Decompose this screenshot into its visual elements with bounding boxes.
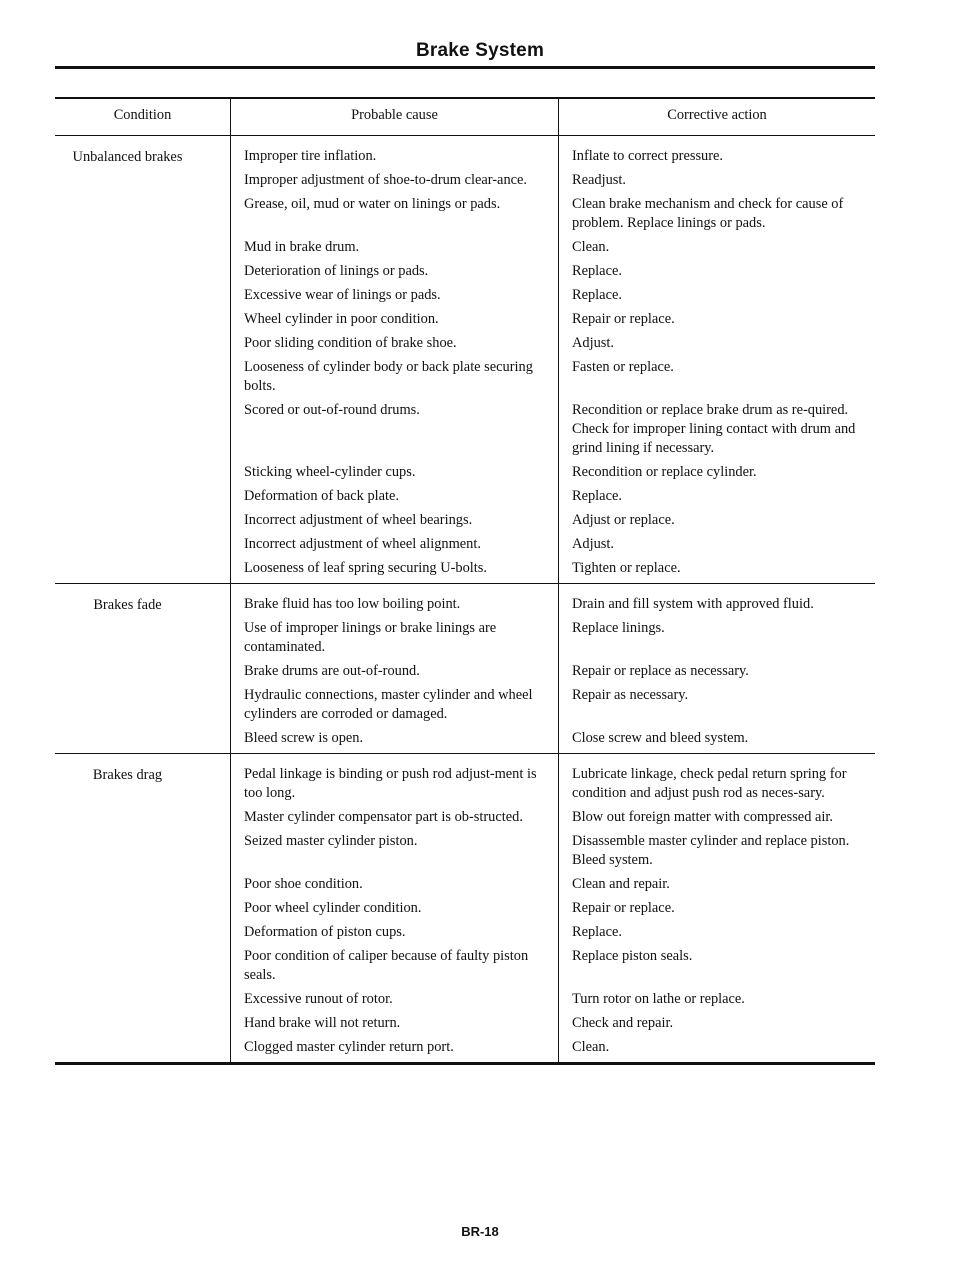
condition-label: Unbalanced brakes	[72, 149, 183, 165]
header-probable-cause: Probable cause	[230, 99, 558, 135]
corrective-action-cell: Adjust.	[558, 535, 875, 559]
probable-cause-cell: Master cylinder compensator part is ob-structed.	[230, 808, 558, 832]
corrective-action-cell: Replace piston seals.	[558, 947, 875, 990]
condition-group	[55, 583, 875, 753]
corrective-action-cell: Repair or replace.	[558, 310, 875, 334]
probable-cause-cell: Use of improper linings or brake linings are contaminated.	[230, 619, 558, 662]
probable-cause-cell: Poor shoe condition.	[230, 875, 558, 899]
probable-cause-cell: Clogged master cylinder return port.	[230, 1038, 558, 1062]
condition-cell	[55, 136, 230, 583]
corrective-action-cell: Replace.	[558, 487, 875, 511]
corrective-action-cell: Recondition or replace brake drum as re-quired. Check for improper lining contact with drum and grind lining if necessary.	[558, 401, 875, 463]
corrective-action-cell: Readjust.	[558, 171, 875, 195]
probable-cause-cell: Grease, oil, mud or water on linings or pads.	[230, 195, 558, 238]
probable-cause-cell: Looseness of leaf spring securing U-bolts.	[230, 559, 558, 583]
probable-cause-cell: Incorrect adjustment of wheel bearings.	[230, 511, 558, 535]
corrective-action-cell: Replace.	[558, 923, 875, 947]
probable-cause-cell: Excessive wear of linings or pads.	[230, 286, 558, 310]
probable-cause-cell: Poor wheel cylinder condition.	[230, 899, 558, 923]
header-condition: Condition	[113, 107, 172, 123]
condition-label: Brakes drag	[92, 767, 163, 783]
corrective-action-cell: Fasten or replace.	[558, 358, 875, 401]
corrective-action-cell: Replace linings.	[558, 619, 875, 662]
corrective-action-cell: Adjust or replace.	[558, 511, 875, 535]
page-number: BR-18	[461, 1224, 499, 1239]
corrective-action-cell: Repair or replace.	[558, 899, 875, 923]
probable-cause-cell: Brake fluid has too low boiling point.	[230, 584, 558, 619]
probable-cause-cell: Poor sliding condition of brake shoe.	[230, 334, 558, 358]
corrective-action-cell: Replace.	[558, 262, 875, 286]
probable-cause-cell: Excessive runout of rotor.	[230, 990, 558, 1014]
corrective-action-cell: Repair as necessary.	[558, 686, 875, 729]
corrective-action-cell: Adjust.	[558, 334, 875, 358]
probable-cause-cell: Pedal linkage is binding or push rod adjust-ment is too long.	[230, 754, 558, 808]
corrective-action-cell: Lubricate linkage, check pedal return spring for condition and adjust push rod as neces-sary.	[558, 754, 875, 808]
probable-cause-cell: Looseness of cylinder body or back plate securing bolts.	[230, 358, 558, 401]
troubleshooting-table	[55, 97, 875, 1065]
probable-cause-cell: Scored or out-of-round drums.	[230, 401, 558, 463]
corrective-action-cell: Blow out foreign matter with compressed air.	[558, 808, 875, 832]
corrective-action-cell: Recondition or replace cylinder.	[558, 463, 875, 487]
corrective-action-cell: Close screw and bleed system.	[558, 729, 875, 753]
probable-cause-cell: Bleed screw is open.	[230, 729, 558, 753]
corrective-action-cell: Inflate to correct pressure.	[558, 136, 875, 171]
corrective-action-cell: Clean.	[558, 238, 875, 262]
probable-cause-cell: Wheel cylinder in poor condition.	[230, 310, 558, 334]
corrective-action-cell: Check and repair.	[558, 1014, 875, 1038]
probable-cause-cell: Mud in brake drum.	[230, 238, 558, 262]
title-rule	[55, 66, 875, 69]
probable-cause-cell: Incorrect adjustment of wheel alignment.	[230, 535, 558, 559]
probable-cause-cell: Improper tire inflation.	[230, 136, 558, 171]
probable-cause-cell: Hand brake will not return.	[230, 1014, 558, 1038]
probable-cause-cell: Improper adjustment of shoe-to-drum clear-ance.	[230, 171, 558, 195]
corrective-action-cell: Disassemble master cylinder and replace piston. Bleed system.	[558, 832, 875, 875]
corrective-action-cell: Replace.	[558, 286, 875, 310]
condition-cell	[55, 754, 230, 1062]
probable-cause-cell: Deterioration of linings or pads.	[230, 262, 558, 286]
probable-cause-cell: Hydraulic connections, master cylinder and wheel cylinders are corroded or damaged.	[230, 686, 558, 729]
table-body	[55, 135, 875, 1062]
condition-cell	[55, 584, 230, 753]
probable-cause-cell: Poor condition of caliper because of faulty piston seals.	[230, 947, 558, 990]
condition-group	[55, 753, 875, 1062]
corrective-action-cell: Tighten or replace.	[558, 559, 875, 583]
condition-label: Brakes fade	[93, 597, 162, 613]
corrective-action-cell: Clean brake mechanism and check for cause of problem. Replace linings or pads.	[558, 195, 875, 238]
header-corrective-action: Corrective action	[558, 99, 875, 135]
condition-group	[55, 135, 875, 583]
probable-cause-cell: Sticking wheel-cylinder cups.	[230, 463, 558, 487]
page-title: Brake System	[415, 40, 545, 61]
probable-cause-cell: Deformation of back plate.	[230, 487, 558, 511]
probable-cause-cell: Seized master cylinder piston.	[230, 832, 558, 875]
probable-cause-cell: Brake drums are out-of-round.	[230, 662, 558, 686]
corrective-action-cell: Clean.	[558, 1038, 875, 1062]
table-header	[55, 99, 875, 135]
probable-cause-cell: Deformation of piston cups.	[230, 923, 558, 947]
corrective-action-cell: Clean and repair.	[558, 875, 875, 899]
corrective-action-cell: Repair or replace as necessary.	[558, 662, 875, 686]
corrective-action-cell: Drain and fill system with approved fluid.	[558, 584, 875, 619]
corrective-action-cell: Turn rotor on lathe or replace.	[558, 990, 875, 1014]
